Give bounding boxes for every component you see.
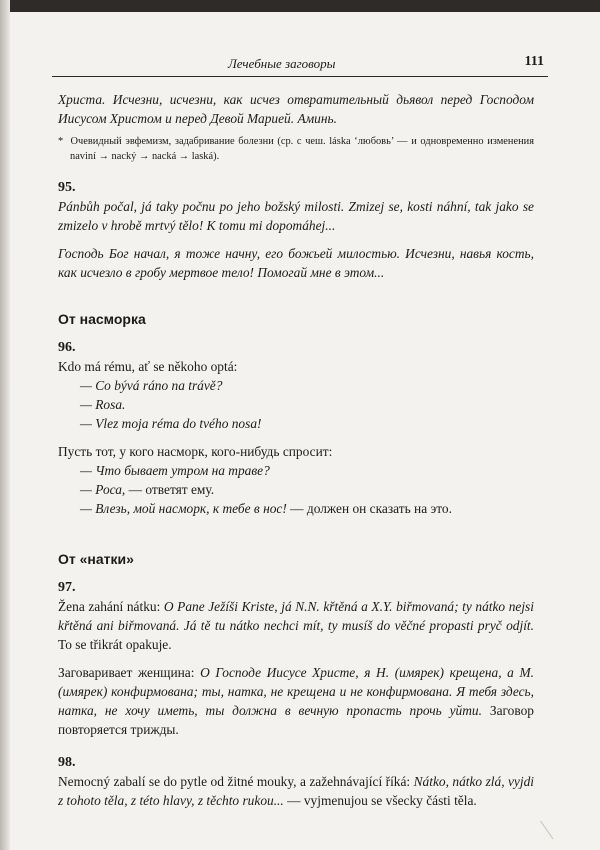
scan-mark [540, 813, 565, 840]
charm-96-russian-intro: Пусть тот, у кого насморк, кого-нибудь спросит: [58, 444, 333, 459]
charm-97-russian-note: Заговор повторяется трижды. [58, 703, 534, 737]
charm-98-czech [58, 772, 534, 810]
running-header-title: Лечебные заговоры [228, 56, 336, 71]
dialogue-speech: — Роса, [80, 482, 126, 497]
footnote-marker: * [58, 136, 64, 147]
charm-97-russian [58, 663, 534, 739]
dialogue-remark: — ответят ему. [125, 482, 215, 497]
footnote [58, 134, 534, 164]
dialogue-line: — Vlez moja réma do tvého nosa! [80, 416, 262, 431]
charm-97-czech-charm: O Pane Ježíši Kriste, já N.N. křtěná a X.Y. biřmovaná; ty nátko nejsi křtěná ani biřmovaná. Já tě tu nátko nechci mít, ty musíš do věčné propasti pryč odjít. [58, 599, 534, 633]
charm-number-96: 96. [58, 340, 76, 355]
charm-97-czech-lead: Žena zahání nátku: [58, 599, 164, 614]
charm-96-czech-intro: Kdo má rému, ať se někoho optá: [58, 359, 238, 374]
charm-98-czech-charm: Nátko, nátko zlá, vyjdi z tohoto těla, z této hlavy, z těchto rukou... [58, 774, 535, 808]
charm-95-czech: Pánbůh počal, já taky počnu po jeho božský milosti. Zmizej se, kosti náhní, tak jako se zmizelo v hrobě mrtvý tělo! K tomu mi dopomáhej... [58, 199, 534, 233]
charm-number-98: 98. [58, 755, 76, 770]
charm-97-czech [58, 597, 534, 654]
running-header [52, 54, 548, 77]
dialogue-remark: — должен он сказать на это. [286, 501, 452, 516]
dialogue-line: — Что бывает утром на траве? [80, 463, 270, 478]
charm-96-russian-dialogue [58, 461, 534, 518]
charm-98-czech-note: — vyjmenujou se všecky části těla. [283, 793, 477, 808]
charm-97-russian-charm: О Господе Иисусе Христе, я Н. (имярек) крещена, а М. (имярек) конфирмована; ты, натка, не крещена и не конфирмована. Я тебя здесь, натка, не хочу иметь, ты должна в вечную пропасть прочь уйти. [58, 665, 534, 718]
charm-number-95: 95. [58, 180, 76, 195]
charm-97-russian-lead: Заговаривает женщина: [58, 665, 201, 680]
section-heading-runny-nose: От насморка [58, 311, 146, 327]
dialogue-line [80, 480, 534, 499]
continued-charm-text: Христа. Исчезни, исчезни, как исчез отвратительный дьявол перед Господом Иисусом Христом и перед Девой Марией. Аминь. [58, 92, 534, 126]
charm-96-czech-dialogue [58, 376, 534, 433]
scan-edge-top [0, 0, 600, 12]
footnote-text: Очевидный эвфемизм, задабривание болезни (ср. с чеш. láska ‘любовь’ — и одновременно изменения naviní → nacký → nacká → laská). [70, 136, 534, 162]
page-gutter-shadow [0, 0, 10, 850]
section-heading-natka: От «натки» [58, 551, 134, 567]
dialogue-line: — Co bývá ráno na trávě? [80, 378, 223, 393]
dialogue-speech: — Влезь, мой насморк, к тебе в нос! [80, 501, 287, 516]
charm-98-czech-lead: Nemocný zabalí se do pytle od žitné mouky, a zažehnávající říká: [58, 774, 414, 789]
charm-95-russian: Господь Бог начал, я тоже начну, его божьей милостью. Исчезни, навья кость, как исчезло в гробу мертвое тело! Помогай мне в этом... [58, 246, 534, 280]
dialogue-line: — Rosa. [80, 397, 126, 412]
charm-97-czech-note: To se třikrát opakuje. [58, 637, 172, 652]
charm-number-97: 97. [58, 580, 76, 595]
dialogue-line [80, 499, 534, 518]
page-number: 111 [524, 54, 544, 69]
page-content [58, 90, 534, 810]
